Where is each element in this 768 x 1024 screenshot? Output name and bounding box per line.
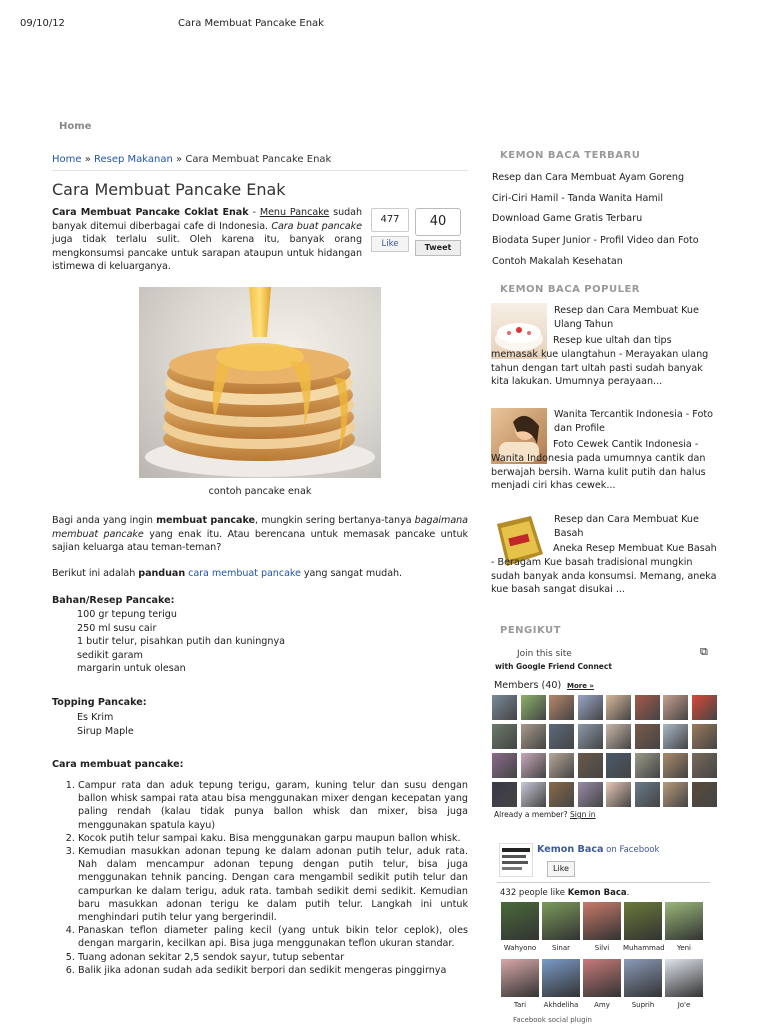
member-avatar[interactable]	[663, 724, 688, 749]
topping-item: Es Krim	[77, 712, 114, 723]
member-avatar[interactable]	[692, 695, 717, 720]
member-avatar[interactable]	[606, 724, 631, 749]
already-member	[494, 810, 596, 819]
popular-post-desc: Foto Cewek Cantik Indonesia - Wanita Indonesia pada umumnya cantik dan berwajah bersih. Warna kulit putih dan halus menjadi ciri khas cewek...	[491, 439, 706, 492]
gfc-label: with Google Friend Connect	[495, 662, 612, 671]
fb-fan-name[interactable]: Silvi	[594, 944, 610, 952]
steps-heading: Cara membuat pancake:	[52, 759, 184, 770]
intro-paragraph	[52, 206, 362, 274]
fb-fan-avatar[interactable]	[624, 902, 662, 940]
step-item: 1. Campur rata dan aduk tepung terigu, garam, kuning telur dan susu dengan ballon whisk sampai rata atau bisa menggunakan mixer dengan kecepatan yang paling rendah (kalau tidak punya ballon whisk dan mixer, bisa juga menggunakan spatula kayu)	[78, 779, 468, 832]
step-item: 3. Kemudian masukkan adonan tepung ke dalam adonan putih telur, aduk rata. Nah dalam mencampur adonan tepung dengan putih telur, bisa juga menggunakan tehnik pancing. Dengan cara mengambil sedikit putih telur dan campurkan ke dalam terigu, aduk rata. tambah sedikit demi sedikit. Kemudian baru masukkan adonan terigu ke dalam putih telur. Langkah ini untuk menghindari putih telur yang bergerindil.	[78, 845, 468, 924]
ingredient-item: 250 ml susu cair	[77, 622, 157, 634]
text-bold: membuat pancake	[156, 515, 256, 526]
sign-in-link[interactable]: Sign in	[569, 810, 596, 819]
fb-fan-name[interactable]: Wahyono	[503, 944, 537, 952]
member-avatar[interactable]	[549, 724, 574, 749]
step-item: 2. Kocok putih telur sampai kaku. Bisa menggunakan garpu maupun ballon whisk.	[78, 832, 468, 845]
breadcrumb	[52, 154, 331, 165]
fb-fan-name[interactable]: Amy	[594, 1001, 610, 1009]
popular-post-title[interactable]: Wanita Tercantik Indonesia - Foto dan Profile	[554, 409, 713, 434]
ingredients-heading: Bahan/Resep Pancake:	[52, 595, 175, 606]
member-avatar[interactable]	[635, 782, 660, 807]
member-avatar[interactable]	[635, 753, 660, 778]
intro-dash: -	[248, 207, 260, 218]
ingredient-item: 1 butir telur, pisahkan putih dan kuningnya	[77, 636, 286, 648]
popular-posts-heading: KEMON BACA POPULER	[500, 284, 640, 295]
recent-post-link[interactable]: Resep dan Cara Membuat Ayam Goreng	[492, 172, 685, 183]
recent-post-link[interactable]: Contoh Makalah Kesehatan	[492, 256, 623, 267]
member-avatar[interactable]	[635, 695, 660, 720]
join-site-link[interactable]: Join this site	[517, 649, 572, 659]
breadcrumb-current: Cara Membuat Pancake Enak	[185, 154, 332, 165]
fb-fan-name[interactable]: Akhdeliha	[543, 1001, 579, 1009]
member-avatar[interactable]	[578, 753, 603, 778]
member-avatar[interactable]	[492, 753, 517, 778]
member-avatar[interactable]	[663, 695, 688, 720]
member-avatar[interactable]	[492, 782, 517, 807]
fb-fan-name[interactable]: Jo'e	[677, 1001, 691, 1009]
pancake-illustration	[139, 287, 381, 478]
members-count: Members (40)	[494, 680, 562, 691]
member-avatar[interactable]	[521, 753, 546, 778]
ingredient-item: sedikit garam	[77, 649, 143, 661]
topping-item: Sirup Maple	[77, 725, 134, 737]
member-avatar[interactable]	[521, 695, 546, 720]
member-avatar[interactable]	[492, 695, 517, 720]
more-members-link[interactable]: More »	[567, 682, 594, 690]
menu-pancake-link[interactable]: Menu Pancake	[259, 207, 330, 218]
member-avatar[interactable]	[663, 782, 688, 807]
step-item: 6. Balik jika adonan sudah ada sedikit berpori dan sedikit mengeras pinggirnya	[78, 964, 468, 977]
image-caption: contoh pancake enak	[208, 486, 312, 497]
member-avatar[interactable]	[606, 695, 631, 720]
ingredient-item: margarin untuk olesan	[77, 663, 186, 675]
step-item: 4. Panaskan teflon diameter paling kecil (yang untuk bikin telor ceplok), oles dengan margarin, kecilkan api. Bisa juga menggunakan teflon ukuran standar.	[78, 924, 468, 950]
text-bold: panduan	[138, 568, 186, 579]
recent-post-link[interactable]: Biodata Super Junior - Profil Video dan Foto	[492, 235, 699, 246]
fb-fan-name[interactable]: Sinar	[552, 944, 570, 952]
breadcrumb-separator: »	[172, 154, 186, 165]
member-avatar[interactable]	[606, 753, 631, 778]
fb-fan-avatar[interactable]	[583, 902, 621, 940]
fb-fan-avatar[interactable]	[665, 959, 703, 997]
recent-post-link[interactable]: Ciri-Ciri Hamil - Tanda Wanita Hamil	[492, 193, 663, 204]
steps-list	[52, 779, 468, 977]
member-avatar[interactable]	[578, 695, 603, 720]
member-avatar[interactable]	[492, 724, 517, 749]
breadcrumb-category-link[interactable]: Resep Makanan	[94, 154, 173, 165]
facebook-like-button[interactable]: Like	[371, 236, 409, 252]
paragraph-3	[52, 567, 468, 581]
fb-page-title	[537, 844, 659, 855]
intro-text: sudah banyak ditemui diberbagai cafe di Indonesia.	[52, 207, 362, 232]
text-italic: bagaimana membuat pancake	[52, 515, 469, 540]
text: , mungkin sering bertanya-tanya	[255, 515, 415, 526]
recent-post-link[interactable]: Download Game Gratis Terbaru	[492, 213, 643, 224]
popular-post-title[interactable]: Resep dan Cara Membuat Kue Basah	[554, 514, 699, 539]
member-avatar[interactable]	[549, 695, 574, 720]
fb-fan-avatar[interactable]	[542, 902, 580, 940]
member-avatar[interactable]	[578, 724, 603, 749]
fb-page-name-link[interactable]: Kemon Baca	[537, 844, 604, 855]
fb-fan-avatar[interactable]	[501, 959, 539, 997]
popout-icon[interactable]: ⧉	[700, 645, 708, 658]
fb-fan-name[interactable]: Tari	[513, 1001, 527, 1009]
fb-likes-page: Kemon Baca	[567, 888, 627, 898]
intro-italic: Cara buat pancake	[271, 220, 362, 232]
nav-home-link[interactable]: Home	[59, 121, 92, 132]
divider	[497, 882, 710, 883]
fb-on-facebook: on Facebook	[603, 845, 660, 855]
recent-posts-heading: KEMON BACA TERBARU	[500, 150, 641, 161]
popular-post-desc: Resep kue ultah dan tips memasak kue ulangtahun - Merayakan ulang tahun dengan tart ultah pasti sudah banyak kita lakukan. Umumnya perayaan...	[491, 335, 709, 388]
fb-social-plugin-label: Facebook social plugin	[513, 1016, 592, 1024]
paragraph-2	[52, 514, 468, 555]
fb-fan-avatar[interactable]	[583, 959, 621, 997]
fb-likes-count	[500, 888, 629, 898]
post-title: Cara Membuat Pancake Enak	[52, 180, 286, 199]
fb-likes-text: 432 people like	[500, 888, 568, 898]
fb-fan-avatar[interactable]	[501, 902, 539, 940]
member-avatar[interactable]	[692, 782, 717, 807]
fb-page-like-button[interactable]: Like	[547, 861, 575, 877]
tweet-button[interactable]: Tweet	[415, 240, 461, 256]
popular-post-desc: Aneka Resep Membuat Kue Basah - Beragam Kue basah tradisional mungkin sudah banyak anda konsumsi. Memang, aneka kue basah sangat disukai ...	[491, 543, 717, 596]
topping-list	[77, 711, 134, 738]
pancake-photo	[139, 287, 381, 478]
text: Bagi anda yang ingin	[52, 515, 157, 526]
ingredients-list	[77, 608, 285, 676]
divider	[52, 170, 468, 171]
print-page-title: Cara Membuat Pancake Enak	[178, 18, 324, 29]
tweet-count: 40	[415, 208, 461, 236]
fb-fan-avatar[interactable]	[542, 959, 580, 997]
breadcrumb-separator: »	[81, 154, 95, 165]
kemon-baca-logo[interactable]	[499, 843, 533, 877]
member-avatar[interactable]	[663, 753, 688, 778]
breadcrumb-home-link[interactable]: Home	[52, 154, 82, 165]
ingredient-item: 100 gr tepung terigu	[77, 609, 177, 620]
step-item: 5. Tuang adonan sekitar 2,5 sendok sayur, tutup sebentar	[78, 951, 468, 964]
text: Berikut ini adalah	[52, 568, 139, 579]
page-logo-icon	[500, 844, 532, 876]
fb-fan-avatar[interactable]	[665, 902, 703, 940]
intro-text-2: juga tidak terlalu sulit. Oleh karena itu, banyak orang mengkonsumsi pancake untuk sarapan ataupun untuk hidangan istimewa di keluarganya.	[52, 234, 362, 273]
member-avatar[interactable]	[549, 782, 574, 807]
already-member-label: Already a member?	[494, 810, 568, 819]
member-avatar[interactable]	[578, 782, 603, 807]
member-avatar[interactable]	[692, 753, 717, 778]
topping-heading: Topping Pancake:	[52, 697, 147, 708]
member-avatar[interactable]	[606, 782, 631, 807]
print-date: 09/10/12	[20, 18, 65, 29]
member-avatar[interactable]	[692, 724, 717, 749]
member-avatar[interactable]	[521, 724, 546, 749]
popular-post-title[interactable]: Resep dan Cara Membuat Kue Ulang Tahun	[554, 305, 699, 330]
text: yang sangat mudah.	[300, 568, 403, 579]
member-avatar[interactable]	[549, 753, 574, 778]
intro-bold: Cara Membuat Pancake Coklat Enak	[52, 207, 249, 218]
fb-faces	[497, 900, 717, 1020]
facebook-like-count: 477	[371, 208, 409, 232]
member-avatar[interactable]	[635, 724, 660, 749]
fb-fan-name[interactable]: Yeni	[676, 944, 692, 952]
fb-fan-name[interactable]: Muhammad	[623, 944, 665, 952]
cara-membuat-pancake-link[interactable]: cara membuat pancake	[188, 568, 301, 579]
followers-heading: PENGIKUT	[500, 625, 561, 636]
fb-likes-end: .	[626, 888, 630, 898]
fb-fan-name[interactable]: Suprih	[631, 1001, 655, 1009]
member-avatar[interactable]	[521, 782, 546, 807]
text: yang enak itu. Atau berencana untuk memasak pancake untuk sajian keluarga atau teman-teman?	[52, 528, 468, 554]
fb-fan-avatar[interactable]	[624, 959, 662, 997]
